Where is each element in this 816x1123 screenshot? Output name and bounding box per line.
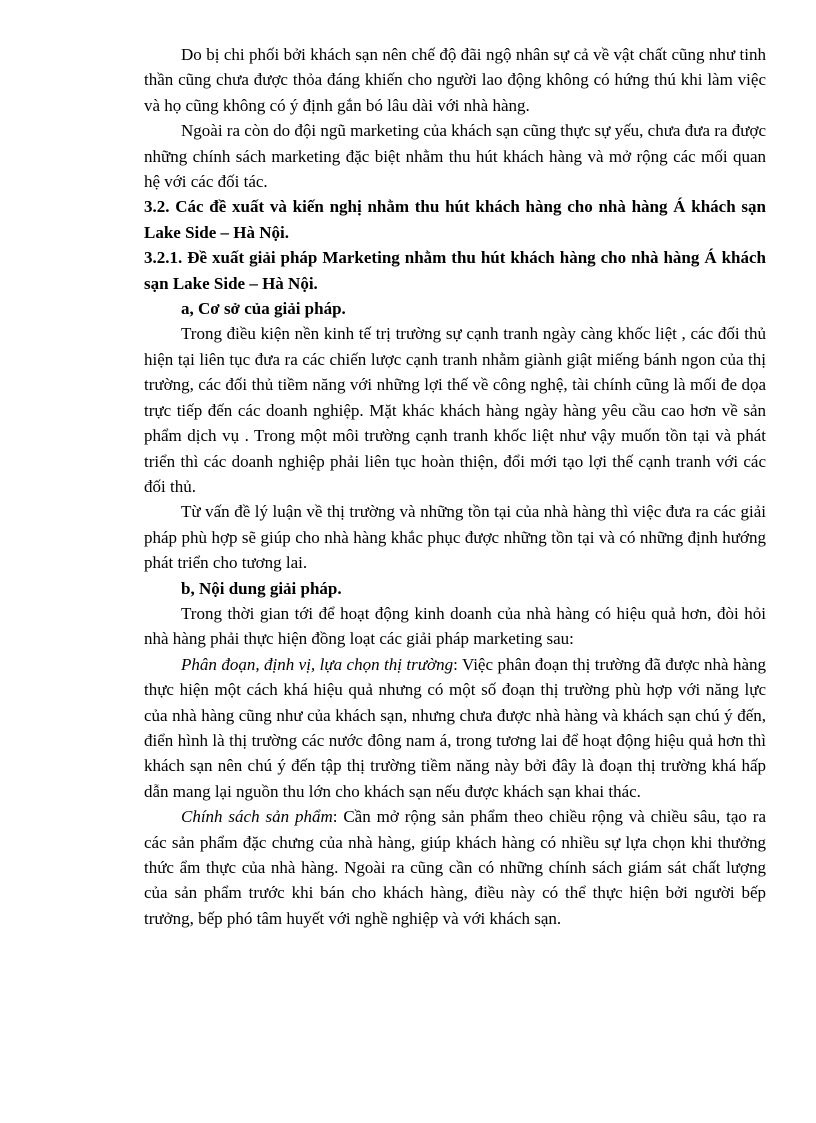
- segmentation-body: : Việc phân đoạn thị trường đã được nhà hàng thực hiện một cách khá hiệu quả nhưng có một số đoạn thị trường phù hợp với năng lực của nhà hàng cũng như của khách sạn, nhưng chưa được nhà hàng và khách sạn chú ý đến, điển hình là thị trường các nước đông nam á, trong tương lai để hoạt động hiệu quả hơn thì khách sạn nên chú ý đến tập thị trường tiềm năng này bởi đây là đoạn thị trường khá hấp dẫn mang lại nguồn thu lớn cho khách sạn nếu được khách sạn khai thác.: [144, 654, 767, 801]
- paragraph-solutions-intro: Trong thời gian tới để hoạt động kinh doanh của nhà hàng có hiệu quả hơn, đòi hỏi nhà hàng phải thực hiện đồng loạt các giải pháp marketing sau:: [144, 603, 766, 649]
- paragraph-product-policy: [144, 804, 766, 931]
- product-policy-body: : Cần mở rộng sản phẩm theo chiều rộng và chiều sâu, tạo ra các sản phẩm đặc chưng của nhà hàng, giúp khách hàng có nhiều sự lựa chọn khi thưởng thức ẩm thực của nhà hàng. Ngoài ra cũng cần có những chính sách giám sát chất lượng của sản phẩm trước khi bán cho khách hàng, điều này có thể thực hiện bởi người bếp trưởng, bếp phó tâm huyết với nghề nghiệp và với khách sạn.: [144, 807, 766, 928]
- paragraph-marketing-weakness: Ngoài ra còn do đội ngũ marketing của khách sạn cũng thực sự yếu, chưa đưa ra được những chính sách marketing đặc biệt nhằm thu hút khách hàng và mở rộng các mối quan hệ với các đối tác.: [144, 121, 766, 192]
- subheading-content: b, Nội dung giải pháp.: [181, 578, 342, 598]
- section-heading-3-2-1: 3.2.1. Đề xuất giải pháp Marketing nhằm thu hút khách hàng cho nhà hàng Á khách sạn Lake Side – Hà Nội.: [144, 248, 766, 293]
- subheading-basis: a, Cơ sở của giải pháp.: [181, 299, 346, 319]
- product-policy-lead: Chính sách sản phẩm: [181, 807, 333, 827]
- paragraph-market-conditions: Trong điều kiện nền kinh tế trị trường sự cạnh tranh ngày càng khốc liệt , các đối thủ hiện tại liên tục đưa ra các chiến lược cạnh tranh nhằm giành giật miếng bánh ngon của thị trường, các đối thủ tiềm năng với những lợi thế về công nghệ, tài chính cũng là mối đe dọa trực tiếp đến các doanh nghiệp. Mặt khác khách hàng ngày hàng yêu cầu cao hơn về sản phẩm dịch vụ . Trong một môi trường cạnh tranh khốc liệt như vậy muốn tồn tại và phát triển thì các doanh nghiệp phải liên tục hoàn thiện, đổi mới tạo lợi thế cạnh tranh với các đối thủ.: [144, 324, 766, 496]
- paragraph-segmentation: [144, 652, 766, 804]
- segmentation-lead: Phân đoạn, định vị, lựa chọn thị trường: [181, 654, 454, 674]
- section-heading-3-2: 3.2. Các đề xuất và kiến nghị nhằm thu hút khách hàng cho nhà hàng Á khách sạn Lake Side – Hà Nội.: [144, 197, 766, 242]
- document-body: [144, 42, 766, 931]
- paragraph-theory: Từ vấn đề lý luận về thị trường và những tồn tại của nhà hàng thì việc đưa ra các giải pháp phù hợp sẽ giúp cho nhà hàng khắc phục được những tồn tại và có những định hướng phát triển cho tương lai.: [144, 502, 766, 573]
- paragraph-staff-policy: Do bị chi phối bởi khách sạn nên chế độ đãi ngộ nhân sự cả về vật chất cũng như tinh thần cũng chưa được thỏa đáng khiến cho người lao động không có hứng thú khi làm việc và họ cũng không có ý định gắn bó lâu dài với nhà hàng.: [144, 45, 766, 115]
